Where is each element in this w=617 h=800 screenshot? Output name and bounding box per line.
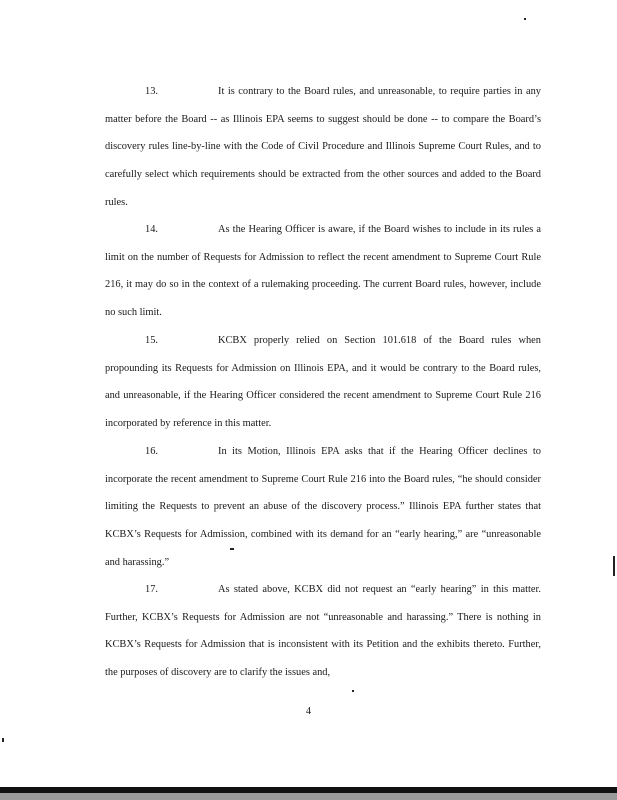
- paragraph-16: [105, 438, 541, 577]
- scan-speck: [524, 18, 526, 20]
- paragraph-text: As stated above, KCBX did not request an “early hearing” in this matter. Further, KCBX’s Requests for Admission are not “unreasonable and harassing.” There is nothing in KCBX’s Requests for Admission that is inconsistent with its Petition and the exhibits thereto. Further, the purposes of discovery are to clarify the issues and,: [105, 584, 541, 679]
- paragraph-text: As the Hearing Officer is aware, if the Board wishes to include in its rules a limit on the number of Requests for Admission to reflect the recent amendment to Supreme Court Rule 216, it may do so in the context of a rulemaking proceeding. The current Board rules, however, include no such limit.: [105, 224, 541, 319]
- scan-speck: [230, 548, 234, 550]
- scan-border-shadow: [0, 793, 617, 800]
- paragraph-number: 14.: [145, 224, 158, 235]
- paragraph-number: 16.: [145, 446, 158, 457]
- paragraph-number: 13.: [145, 86, 158, 97]
- paragraph-13: [105, 78, 541, 217]
- paragraph-text: In its Motion, Illinois EPA asks that if the Hearing Officer declines to incorporate the recent amendment to Supreme Court Rule 216 into the Board rules, “he should consider limiting the Requests to prevent an abuse of the discovery process.” Illinois EPA further states that KCBX’s Requests for Admission, combined with its demand for an “early hearing,” are “unreasonable and harassing.”: [105, 446, 541, 568]
- page-number: 4: [305, 706, 312, 717]
- paragraph-text: It is contrary to the Board rules, and unreasonable, to require parties in any matter before the Board -- as Illinois EPA seems to suggest should be done -- to compare the Board’s discovery rules line-by-line with the Code of Civil Procedure and Illinois Supreme Court Rules, and to carefully select which requirements should be extracted from the other sources and added to the Board rules.: [105, 86, 541, 208]
- paragraph-number: 17.: [145, 584, 158, 595]
- scan-speck: [2, 738, 4, 742]
- paragraph-text: KCBX properly relied on Section 101.618 of the Board rules when propounding its Requests for Admission on Illinois EPA, and it would be contrary to the Board rules, and unreasonable, if the Hearing Officer considered the recent amendment to Supreme Court Rule 216 incorporated by reference in this matter.: [105, 335, 541, 430]
- paragraph-14: [105, 216, 541, 327]
- paragraph-15: [105, 327, 541, 438]
- paragraph-17: [105, 576, 541, 687]
- scan-speck: [613, 556, 615, 576]
- scan-speck: [352, 690, 354, 692]
- paragraph-number: 15.: [145, 335, 158, 346]
